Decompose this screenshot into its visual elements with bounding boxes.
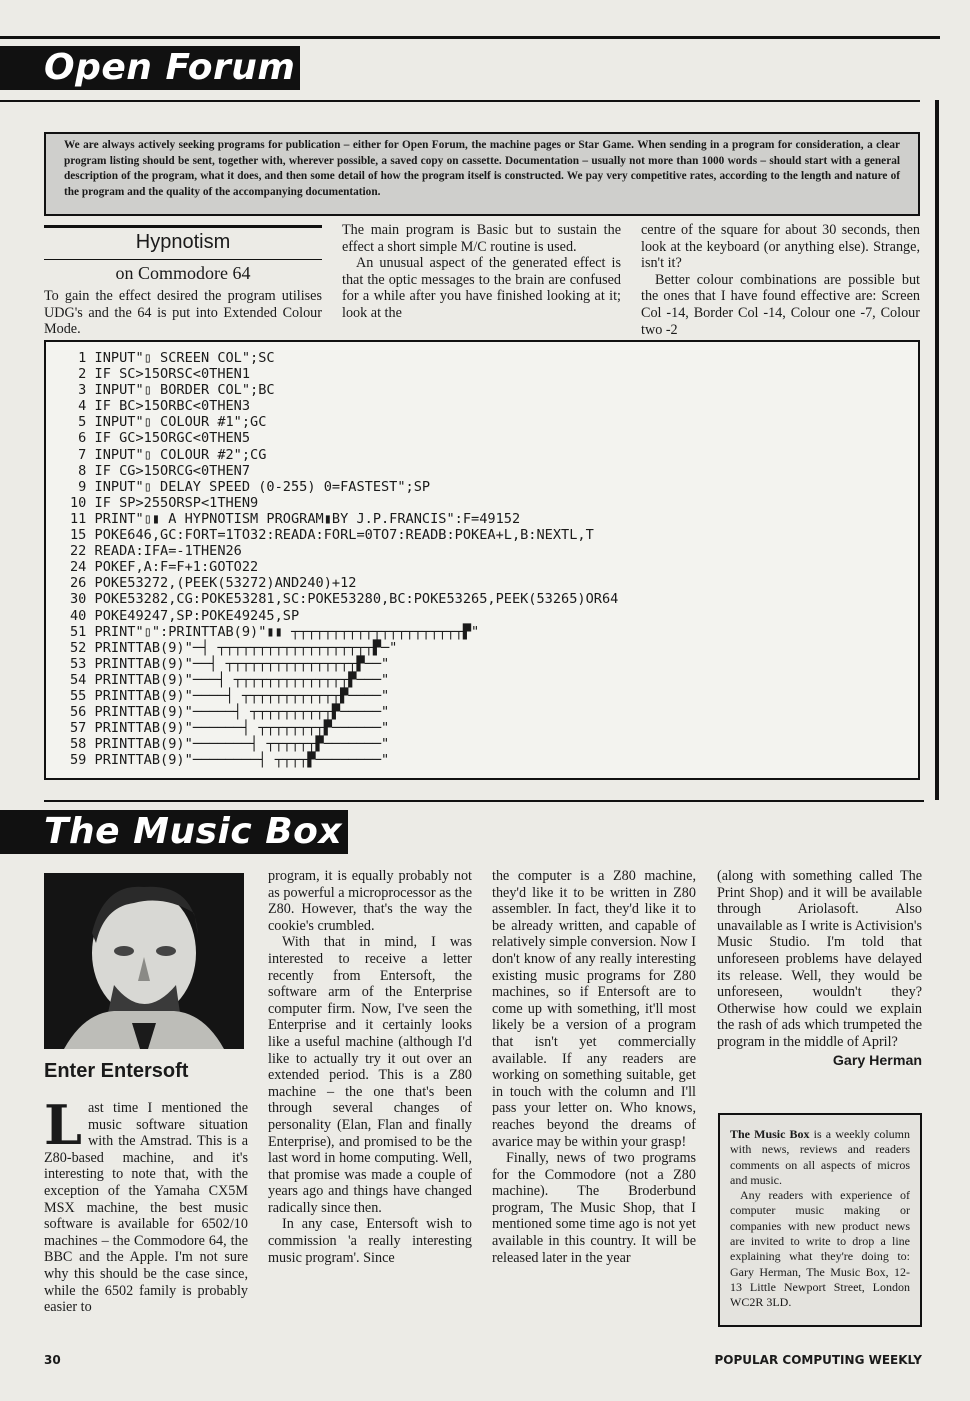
paragraph: Better colour combinations are possible but the ones that I have found effective are: Screen Col -14, Border Col -14, Colour one -7, Colour two -2 <box>641 271 920 338</box>
paragraph: In any case, Entersoft wish to commission 'a really interesting music program'. Since <box>268 1216 472 1266</box>
paragraph: the computer is a Z80 machine, they'd like it to be written in Z80 assembler. In fact, they'd like it to be already written, and capable of relatively simple conversion. Now I don't know of any really interesting existing music programs for Z80 machines, so if Entersoft are to come up with something, it'll most likely be a version of a program that isn't yet commercially available. If any readers are working on something suitable, get in touch with the column and I'll pass your letter on. Who knows, reaches beyond the dreams of avarice may be within your grasp! <box>492 868 696 1150</box>
code-line: 59 PRINTTAB(9)"────────┤ ┬┬┬┬▛────────" <box>70 752 390 769</box>
code-line: 57 PRINTTAB(9)"──────┤ ┬┬┬┬┬┬┬┬▛──────" <box>70 720 390 737</box>
code-line: 53 PRINTTAB(9)"──┤ ┬┬┬┬┬┬┬┬┬┬┬┬┬┬┬┬▛──" <box>70 655 390 672</box>
paragraph: The Music Box is a weekly column with news, reviews and readers comments on all aspects of micros and music. <box>730 1127 910 1187</box>
code-line: 9 INPUT"▯ DELAY SPEED (0-255) 0=FASTEST";SP <box>70 478 431 495</box>
code-line: 54 PRINTTAB(9)"───┤ ┬┬┬┬┬┬┬┬┬┬┬┬┬┬▛───" <box>70 671 390 688</box>
paragraph: An unusual aspect of the generated effect is that the optic messages to the brain are confused for a while after you have finished looking at it; look at the <box>342 255 621 321</box>
paragraph: centre of the square for about 30 seconds, then look at the keyboard (or anything else). Strange, isn't it? <box>641 222 920 272</box>
code-line: 10 IF SP>255ORSP<1THEN9 <box>70 494 259 511</box>
magazine-name: POPULAR COMPUTING WEEKLY <box>714 1353 922 1367</box>
hypnotism-col-1 <box>44 288 322 338</box>
submission-notice: We are always actively seeking programs for publication – either for Open Forum, the machine pages or Star Game. When sending in a program for consideration, a clear program listing should be sent, together with, wherever possible, a saved copy on cassette. Documentation – usually not more than 1000 words – should start with a general description of the program, what it does, and then some detail of how the program itself is constructed. We pay very competitive rates, according to the length and nature of the program and the quality of the accompanying documentation. <box>44 132 920 216</box>
hypnotism-col-2 <box>342 222 621 322</box>
left-column-rule <box>0 100 300 102</box>
hypnotism-mid-rule <box>44 259 322 260</box>
section-heading: Enter Entersoft <box>44 1060 189 1082</box>
music-box-top-rule <box>44 800 924 802</box>
code-line: 24 POKEF,A:F=F+1:GOTO22 <box>70 559 259 576</box>
box-title: The Music Box <box>730 1127 810 1141</box>
code-line: 55 PRINTTAB(9)"────┤ ┬┬┬┬┬┬┬┬┬┬┬┬▛────" <box>70 687 390 704</box>
code-line: 30 POKE53282,CG:POKE53281,SC:POKE53280,BC:POKE53265,PEEK(53265)OR64 <box>70 591 619 608</box>
code-line: 56 PRINTTAB(9)"─────┤ ┬┬┬┬┬┬┬┬┬┬▛─────" <box>70 704 390 721</box>
code-line: 52 PRINTTAB(9)"─┤ ┬┬┬┬┬┬┬┬┬┬┬┬┬┬┬┬┬┬┬▛─" <box>70 639 398 656</box>
code-line: 5 INPUT"▯ COLOUR #1";GC <box>70 414 267 431</box>
paragraph: Any readers with experience of computer music making or companies with new product news are invited to write to drop a line explaining what they're doing to: Gary Herman, The Music Box, 12-13 Little Newport Street, London WC2R 3LD. <box>730 1188 910 1310</box>
portrait-image <box>44 873 244 1049</box>
code-line: 26 POKE53272,(PEEK(53272)AND240)+12 <box>70 575 357 592</box>
code-line: 4 IF BC>15ORBC<0THEN3 <box>70 398 251 415</box>
code-line: 2 IF SC>15ORSC<0THEN1 <box>70 366 251 383</box>
music-col-4 <box>717 868 922 1069</box>
top-rule <box>0 36 940 39</box>
open-forum-banner: Open Forum <box>0 46 300 90</box>
code-line: 1 INPUT"▯ SCREEN COL";SC <box>70 350 275 366</box>
article-subtitle: on Commodore 64 <box>115 263 251 283</box>
article-title: Hypnotism <box>135 231 231 253</box>
paragraph: Finally, news of two programs for the Commodore (not a Z80 machine). The Broderbund program, The Music Shop, that I mentioned some time ago is not yet available in this country. It will be released later in the year <box>492 1150 696 1266</box>
hypnotism-col-3 <box>641 222 920 338</box>
code-line: 22 READA:IFA=-1THEN26 <box>70 543 242 560</box>
code-line: 3 INPUT"▯ BORDER COL";BC <box>70 382 275 399</box>
code-line: 15 POKE646,GC:FORT=1TO32:READA:FORL=0TO7:READB:POKEA+L,B:NEXTL,T <box>70 527 594 544</box>
music-col-3 <box>492 868 696 1266</box>
music-col-1 <box>44 1093 248 1316</box>
code-line: 40 POKE49247,SP:POKE49245,SP <box>70 607 300 624</box>
code-line: 58 PRINTTAB(9)"───────┤ ┬┬┬┬┬┬▛───────" <box>70 736 390 753</box>
music-box-banner: The Music Box <box>0 810 348 854</box>
code-line: 51 PRINT"▯":PRINTTAB(9)"▮▮ ┬┬┬┬┬┬┬┬┬┬┬┬┬┬┬┬┬┬┬┬┬▛" <box>70 623 480 640</box>
paragraph: To gain the effect desired the program utilises UDG's and the 64 is put into Extended Colour Mode. <box>44 288 322 338</box>
banner-rule <box>300 100 920 102</box>
right-edge-rule <box>935 100 939 800</box>
byline: Gary Herman <box>832 1052 922 1069</box>
paragraph: The main program is Basic but to sustain the effect a short simple M/C routine is used. <box>342 222 621 255</box>
page-number: 30 <box>44 1353 61 1367</box>
author-photo <box>44 873 244 1049</box>
paragraph: With that in mind, I was interested to receive a letter recently from Entersoft, the software arm of the Enterprise computer firm. Now, I've seen the Enterprise and it certainly looks like a useful machine (although I'd like to actually try it out over an extended period. This is a Z80 machine – the one that's been through several changes of personality (Elan, Flan and finally Enterprise), and promised to be the last word in home computing. Well, that promise was made a couple of years ago and things have changed radically since then. <box>268 934 472 1216</box>
paragraph: program, it is equally probably not as powerful a microprocessor as the Z80. However, that's the way the cookie's crumbled. <box>268 868 472 934</box>
paragraph: Last time I mentioned the music software situation with the Amstrad. This is a Z80-based machine, and it's interesting to note that, with the exception of the Yamaha CX5M MSX machine, the best music software is available for 6502/10 machines – the Commodore 64, the BBC and the Apple. I'm not sure why this should be the case since, while the 6502 family is probably easier to <box>44 1093 248 1316</box>
column-info-box <box>718 1113 922 1327</box>
code-line: 7 INPUT"▯ COLOUR #2";CG <box>70 446 267 463</box>
code-line: 8 IF CG>15ORCG<0THEN7 <box>70 462 251 479</box>
program-listing <box>44 340 920 780</box>
music-col-2 <box>268 868 472 1266</box>
hypnotism-top-rule <box>44 225 322 228</box>
drop-cap: L <box>44 1093 82 1157</box>
code-line: 6 IF GC>15ORGC<0THEN5 <box>70 430 251 447</box>
paragraph: (along with something called The Print Shop) and it will be available through Ariolasoft. Also unavailable as I write is Activision's Music Studio. I'm told that unforeseen problems have delayed its release. Well, they would be unforeseen, wouldn't they? Otherwise how could we explain the rash of ads which trumpeted the program in the middle of April? <box>717 868 922 1050</box>
code-line: 11 PRINT"▯▮ A HYPNOTISM PROGRAM▮BY J.P.FRANCIS":F=49152 <box>70 510 521 527</box>
